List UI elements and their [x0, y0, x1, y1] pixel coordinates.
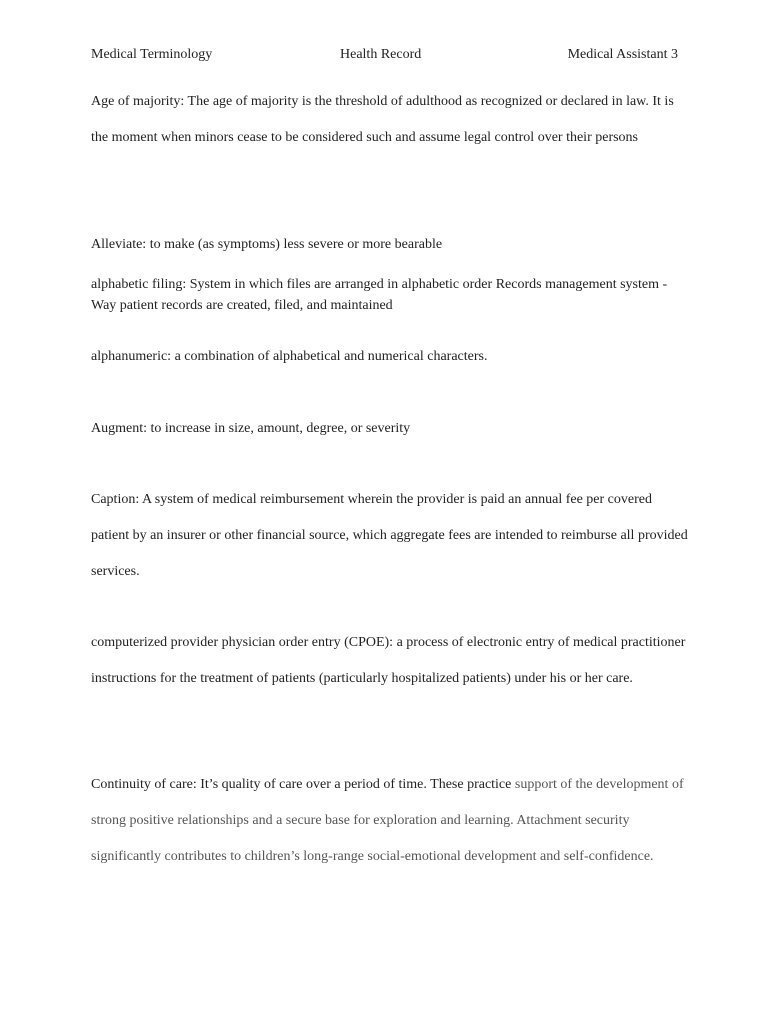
term-alphanumeric: alphanumeric: a combination of alphabetical and numerical characters. — [91, 349, 488, 364]
header-center-text: Health Record — [340, 47, 422, 62]
term-cpoe: computerized provider physician order entry (CPOE): a process of electronic entry of medical practitioner instructions for the treatment of patients (particularly hospitalized patients) under his or her care. — [91, 635, 686, 686]
term-alleviate: Alleviate: to make (as symptoms) less severe or more bearable — [91, 237, 443, 252]
continuity-definition-main: Continuity of care: It’s quality of care over a period of time. These practice — [91, 777, 512, 792]
continuity-definition-tail: support of the development of strong positive relationships and a secure base for exploration and learning. Attachment security significantly contributes to children’s long-range social-emotional development and self-confidence. — [91, 777, 684, 864]
term-caption: Caption: A system of medical reimbursement wherein the provider is paid an annual fee per covered patient by an insurer or other financial source, which aggregate fees are intended to reimburse all provided services. — [91, 492, 688, 579]
term-alphabetic-filing: alphabetic filing: System in which files are arranged in alphabetic order Records management system - Way patient records are created, filed, and maintained — [91, 277, 668, 313]
term-augment: Augment: to increase in size, amount, degree, or severity — [91, 421, 411, 436]
term-age-of-majority: Age of majority: The age of majority is the threshold of adulthood as recognized or declared in law. It is the moment when minors cease to be considered such and assume legal control over their persons — [91, 94, 674, 145]
page-header — [91, 47, 678, 67]
header-right-text: Medical Assistant 3 — [567, 47, 678, 62]
term-continuity-of-care — [91, 767, 691, 875]
header-left-text: Medical Terminology — [91, 47, 213, 62]
